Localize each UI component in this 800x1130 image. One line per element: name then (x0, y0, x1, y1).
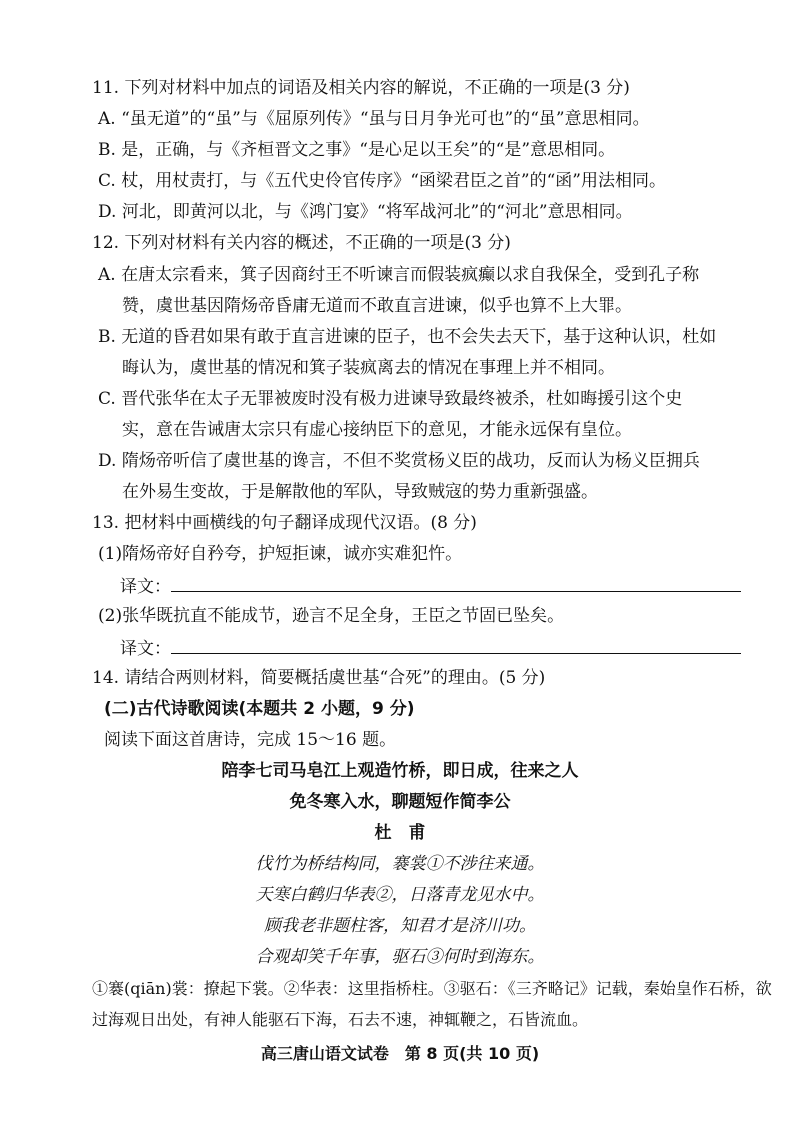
poem-notes-line2: 过海观日出处，有神人能驱石下海，石去不速，神辄鞭之，石皆流血。 (92, 1010, 589, 1029)
q12-option-c-line2: 实，意在告诫唐太宗只有虚心接纳臣下的意见，才能永远保有皇位。 (122, 420, 632, 440)
q12-option-a-line1: A. 在唐太宗看来，箕子因商纣王不听谏言而假装疯癫以求自我保全，受到孔子称 (98, 265, 700, 285)
q13-sentence-1: (1)隋炀帝好自矜夸，护短拒谏，诚亦实难犯忤。 (98, 544, 463, 564)
poem-author: 杜 甫 (374, 823, 426, 843)
q11-option-c: C. 杖，用杖责打，与《五代史伶官传序》“函梁君臣之首”的“函”用法相同。 (98, 171, 666, 191)
q13-sentence-2: (2)张华既抗直不能成节，逊言不足全身，王臣之节固已坠矣。 (98, 606, 565, 626)
poem-line-4: 合观却笑千年事，驱石③何时到海东。 (255, 947, 545, 967)
q13-answer-2 (120, 635, 741, 662)
poem-line-3: 顾我老非题柱客，知君才是济川功。 (264, 916, 536, 936)
q12-option-c-line1: C. 晋代张华在太子无罪被废时没有极力进谏导致最终被杀，杜如晦援引这个史 (98, 389, 683, 409)
q12-option-a-line2: 赞，虞世基因隋炀帝昏庸无道而不敢直言进谏，似乎也算不上大罪。 (122, 296, 632, 316)
q11-option-b: B. 是，正确，与《齐桓晋文之事》“是心足以王矣”的“是”意思相同。 (98, 140, 616, 160)
q13-stem: 13. 把材料中画横线的句子翻译成现代汉语。(8 分) (92, 513, 477, 533)
q12-option-b-line2: 晦认为，虞世基的情况和箕子装疯离去的情况在事理上并不相同。 (122, 358, 615, 378)
q13-answer-1 (120, 573, 741, 600)
q12-option-d-line2: 在外易生变故，于是解散他的军队，导致贼寇的势力重新强盛。 (122, 482, 598, 502)
q12-stem: 12. 下列对材料有关内容的概述，不正确的一项是(3 分) (92, 233, 511, 253)
answer-blank-1[interactable] (171, 573, 741, 592)
poem-title-line2: 免冬寒入水，聊题短作简李公 (289, 792, 511, 812)
page-footer: 高三唐山语文试卷 第 8 页(共 10 页) (260, 1044, 540, 1063)
answer-label: 译文： (120, 639, 171, 659)
section-heading: (二)古代诗歌阅读(本题共 2 小题，9 分) (104, 699, 415, 719)
poem-notes-line1: ①褰(qiān)裳：撩起下裳。②华表：这里指桥柱。③驱石：《三齐略记》记载，秦始皇作石桥，欲 (92, 979, 772, 998)
poem-line-1: 伐竹为桥结构同，褰裳①不涉往来通。 (255, 854, 545, 874)
q11-option-a: A. “虽无道”的“虽”与《屈原列传》“虽与日月争光可也”的“虽”意思相同。 (98, 109, 650, 129)
poem-line-2: 天寒白鹤归华表②，日落青龙见水中。 (255, 885, 545, 905)
q11-stem: 11. 下列对材料中加点的词语及相关内容的解说，不正确的一项是(3 分) (92, 78, 630, 98)
answer-label: 译文： (120, 577, 171, 597)
section-instruction: 阅读下面这首唐诗，完成 15～16 题。 (104, 730, 397, 750)
q12-option-d-line1: D. 隋炀帝听信了虞世基的谗言，不但不奖赏杨义臣的战功，反而认为杨义臣拥兵 (98, 451, 700, 471)
poem-title-line1: 陪李七司马皂江上观造竹桥，即日成，往来之人 (221, 761, 579, 781)
q11-option-d: D. 河北，即黄河以北，与《鸿门宴》“将军战河北”的“河北”意思相同。 (98, 202, 633, 222)
q12-option-b-line1: B. 无道的昏君如果有敢于直言进谏的臣子，也不会失去天下，基于这种认识，杜如 (98, 327, 717, 347)
q14-stem: 14. 请结合两则材料，简要概括虞世基“合死”的理由。(5 分) (92, 668, 546, 688)
answer-blank-2[interactable] (171, 635, 741, 654)
